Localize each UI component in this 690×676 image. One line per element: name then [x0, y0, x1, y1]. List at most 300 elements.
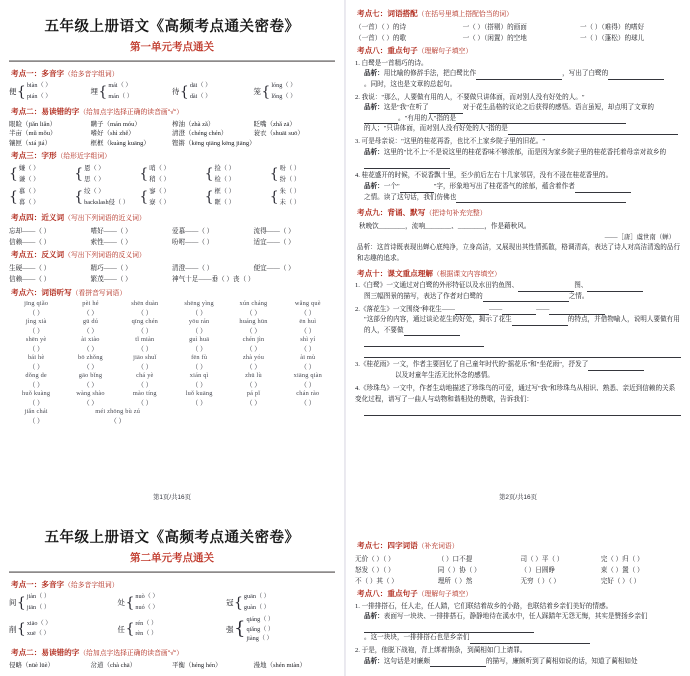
- analysis-text: ，写出了白鹭的: [562, 70, 609, 78]
- brace-icon: {: [16, 621, 26, 638]
- pinyin-choice-item[interactable]: 瞒子（mán móu）: [90, 120, 141, 128]
- analysis-label: 品析：: [364, 104, 384, 112]
- comprehension-text: 的特点，并借物喻人，说明人要做有用的人，不要做: [364, 316, 680, 334]
- section-label: 考点十：课文重点理解: [357, 268, 433, 278]
- antonym-row: [9, 273, 335, 283]
- comprehension-item: [355, 305, 681, 358]
- brace-icon: {: [269, 166, 279, 183]
- dictation-pinyin-row: [9, 408, 335, 415]
- section-heading-synonyms: [11, 212, 335, 223]
- sentence-text: 我说："那么，人要做有用的人，不要做只讲体面，而对别人没有好处的人。": [361, 93, 585, 101]
- key-sentence-item: [355, 137, 681, 169]
- synonym-item[interactable]: 流得——（ ）: [253, 227, 295, 235]
- polyphone-char: 待: [172, 87, 180, 97]
- pinyin-choice-item[interactable]: 眼睑（jiǎn liǎn）: [9, 120, 57, 128]
- dictation-answer-row: [9, 379, 335, 389]
- glyph-cell: [9, 186, 74, 208]
- comprehension-text: 图、: [574, 282, 588, 290]
- dictation-pinyin-row: [9, 390, 335, 397]
- polyphone-cell: [172, 81, 254, 102]
- glyph-cell: [270, 186, 335, 208]
- polyphone-reading[interactable]: mán（ ）: [108, 92, 133, 100]
- poem-source: ——［唐］虞世南（蝉）: [604, 233, 675, 241]
- answer-blank[interactable]: [608, 74, 664, 80]
- pinyin-choice-item[interactable]: 铿锵（kēng qiāng kēng jiāng）: [172, 139, 256, 147]
- polyphone-reading[interactable]: lǒng（ ）: [271, 92, 297, 100]
- dictation-pinyin: qīng chén: [131, 317, 159, 325]
- dictation-pinyin: shì yí: [300, 335, 316, 343]
- section-label: 考点二：易读错的字: [11, 648, 80, 658]
- pinyin-choice-item[interactable]: 框框（kuàng kuāng）: [90, 139, 150, 147]
- glyph-entry[interactable]: backslash侵（ ）: [84, 199, 130, 207]
- dictation-answer-blank[interactable]: （ ）: [300, 309, 316, 317]
- polyphone-reading[interactable]: jiàng（ ）: [246, 635, 273, 643]
- dictation-answer-blank[interactable]: （ ）: [300, 327, 316, 335]
- antonym-item[interactable]: 精巧——（ ）: [90, 265, 132, 273]
- pinyin-choice-item[interactable]: 清澄（chéng chén）: [172, 130, 228, 138]
- dictation-answer-blank[interactable]: （ ）: [83, 381, 98, 389]
- dictation-block: [9, 318, 335, 335]
- pinyin-choice-item[interactable]: 侵略（nüè lüè）: [9, 662, 54, 670]
- dictation-pinyin: ài xiào: [81, 335, 100, 343]
- polyphone-char: 任: [117, 624, 125, 634]
- idiom-item[interactable]: 怒发（ ）（ ）: [355, 566, 395, 574]
- section-label: 考点八：重点句子: [357, 589, 418, 598]
- dictation-answer-blank[interactable]: （ ）: [137, 399, 153, 407]
- glyph-entry[interactable]: 吩（ ）: [279, 165, 301, 173]
- section-label: 考点六：词语听写: [11, 287, 72, 297]
- analysis-text: 。这一块块，一排排搭石也是乡亲们: [364, 634, 470, 642]
- idiom-item[interactable]: 无穷（ ）（ ）: [520, 577, 560, 585]
- section-hint: （根据课文内容填空）: [432, 270, 501, 278]
- brace-icon: {: [139, 166, 149, 183]
- sentence-text: 白鹭是一首精巧的诗。: [361, 59, 428, 67]
- dictation-answer-blank[interactable]: （ ）: [246, 399, 261, 407]
- dictation-answer-blank[interactable]: （ ）: [83, 309, 98, 317]
- antonym-item[interactable]: 清澄——（ ）: [172, 265, 214, 273]
- synonym-item[interactable]: 爱慕——（ ）: [172, 227, 214, 235]
- polyphone-row: [9, 592, 335, 613]
- header-divider: [9, 571, 335, 573]
- glyph-entry[interactable]: 嫌（ ）: [18, 165, 40, 173]
- key-sentence-item: [355, 602, 681, 644]
- dictation-answer-blank[interactable]: （ ）: [137, 345, 153, 353]
- answer-blank[interactable]: [476, 74, 562, 80]
- dictation-pinyin: bō zhǒng: [78, 353, 103, 361]
- dictation-answer-blank[interactable]: （ ）: [300, 381, 316, 389]
- dictation-answer-blank[interactable]: （ ）: [246, 363, 261, 371]
- dictation-answer-blank[interactable]: （ ）: [28, 399, 44, 407]
- item-number: 1.: [355, 59, 360, 67]
- dictation-pinyin: jìng xià: [25, 317, 47, 325]
- section-hint: （给多音字组词）: [64, 71, 119, 78]
- analysis-label: 品析：: [364, 148, 384, 156]
- polyphone-cell: [118, 592, 227, 613]
- antonym-item[interactable]: 神气十足——垂（ ）丧（ ）: [172, 276, 255, 284]
- answer-blank[interactable]: [400, 187, 434, 193]
- polyphone-reading[interactable]: guàn（ ）: [243, 603, 270, 611]
- section-hint: （写出下列词语的反义词）: [64, 252, 146, 260]
- section-heading-pinyin-choice: [11, 647, 335, 658]
- glyph-entry[interactable]: 捡（ ）: [214, 165, 235, 173]
- idiom-item[interactable]: 不（ ）其（ ）: [355, 577, 398, 585]
- answer-blank[interactable]: [483, 297, 569, 303]
- dictation-answer-blank[interactable]: （ ）: [300, 399, 316, 407]
- glyph-entry[interactable]: 寮（ ）: [149, 199, 170, 207]
- section-hint: （理解句子填空）: [417, 591, 473, 598]
- dictation-pinyin-row: [9, 318, 335, 325]
- analysis-text: 对于花生品格的议论之后获得的感悟。语言虽短，却点明了文章的: [462, 104, 654, 112]
- section-label: 考点五：反义词: [11, 250, 65, 260]
- answer-blank[interactable]: [508, 129, 678, 135]
- polyphone-reading[interactable]: xuē（ ）: [26, 630, 50, 638]
- dictation-answer-blank[interactable]: （ ）: [137, 363, 153, 371]
- brace-icon: {: [269, 189, 279, 206]
- collocation-item[interactable]: 一（ ）（闲置）的空地: [462, 34, 527, 42]
- section-heading-key-sentences: [357, 45, 681, 56]
- pinyin-choice-item[interactable]: 眨嘴（zhǎ zā）: [253, 120, 296, 128]
- synonym-item[interactable]: 适宜——（ ）: [253, 238, 295, 246]
- polyphone-reading[interactable]: qiǎng（ ）: [246, 625, 275, 633]
- dictation-answer-blank[interactable]: （ ）: [191, 381, 207, 389]
- polyphone-reading[interactable]: nuó（ ）: [135, 603, 159, 611]
- dictation-answer-blank[interactable]: （ ）: [191, 363, 207, 371]
- pinyin-choice-item[interactable]: 岔道（chà chā）: [90, 662, 137, 670]
- polyphone-reading[interactable]: guān（ ）: [243, 593, 270, 600]
- page-subtitle: 第二单元考点通关: [130, 552, 214, 564]
- glyph-cell: [139, 163, 204, 185]
- glyph-cell: [74, 186, 139, 208]
- polyphone-reading[interactable]: dāi（ ）: [189, 82, 212, 89]
- polyphone-reading[interactable]: rèn（ ）: [135, 630, 158, 638]
- analysis-text: 这是"我"在听了: [383, 104, 429, 112]
- answer-blank[interactable]: [588, 365, 644, 371]
- collocation-item[interactable]: 一（ ）（蓬松）的球儿: [579, 34, 645, 42]
- dictation-pinyin: zhū lù: [245, 371, 262, 379]
- polyphone-cell: [9, 615, 118, 644]
- glyph-entry[interactable]: 绞（ ）: [84, 188, 105, 196]
- polyphone-reading[interactable]: pián（ ）: [26, 92, 52, 100]
- dictation-answer-blank[interactable]: （ ）: [300, 363, 316, 371]
- dictation-answer-blank[interactable]: （ ）: [191, 399, 207, 407]
- comprehension-text: ——: [488, 305, 503, 313]
- dictation-answer-blank[interactable]: （ ）: [83, 345, 98, 353]
- page-3: [0, 508, 345, 676]
- dictation-answer-blank[interactable]: （ ）: [246, 345, 261, 353]
- dictation-pinyin: tǐ miàn: [135, 335, 155, 343]
- dictation-answer-blank[interactable]: （ ）: [191, 345, 207, 353]
- dictation-answer-blank[interactable]: （ ）: [191, 309, 207, 317]
- polyphone-char: 埋: [90, 87, 98, 97]
- dictation-block: [9, 408, 335, 425]
- antonym-item[interactable]: 信赖——（ ）: [9, 276, 51, 284]
- dictation-answer-blank[interactable]: （ ）: [137, 381, 153, 389]
- idiom-item[interactable]: 完（ ）归（ ）: [600, 555, 644, 563]
- dictation-pinyin: fēn fù: [191, 353, 208, 361]
- polyphone-reading[interactable]: rén（ ）: [135, 619, 158, 627]
- glyph-entry[interactable]: 眶（ ）: [214, 199, 235, 207]
- answer-blank[interactable]: [512, 320, 568, 326]
- polyphone-reading[interactable]: lóng（ ）: [271, 82, 297, 89]
- dictation-answer-blank[interactable]: （ ）: [246, 381, 261, 389]
- dictation-pinyin: shēn yè: [25, 335, 47, 343]
- idiom-item[interactable]: 束（ ）置（ ）: [600, 566, 644, 574]
- polyphone-char: 处: [117, 598, 125, 608]
- dictation-answer-blank[interactable]: （ ）: [110, 417, 126, 425]
- item-number: 4.: [355, 172, 360, 180]
- page-title: 五年级上册语文《高频考点通关密卷》: [44, 19, 300, 35]
- dictation-answer-blank[interactable]: （ ）: [246, 309, 261, 317]
- dictation-answer-blank[interactable]: （ ）: [191, 327, 207, 335]
- polyphone-reading[interactable]: biàn（ ）: [26, 82, 52, 89]
- glyph-entry[interactable]: 慕（ ）: [18, 188, 40, 196]
- dictation-pinyin: xiāng qiàn: [293, 371, 322, 379]
- analysis-text: 一个": [383, 183, 400, 191]
- answer-blank[interactable]: [450, 341, 484, 347]
- answer-blank[interactable]: [575, 187, 631, 193]
- comprehension-text: 《桂花雨》一文，作者主要回忆了自己童年时代的"摇花乐"和"坐花雨"，抒发了: [359, 361, 589, 369]
- dictation-answer-row: [9, 415, 335, 425]
- glyph-row: [9, 186, 335, 208]
- synonym-item[interactable]: 信赖——（ ）: [9, 238, 51, 246]
- section-label: 考点三：字形: [11, 151, 57, 161]
- section-hint: （给多音字组词）: [64, 582, 119, 589]
- idiom-item[interactable]: 理所（ ）然: [437, 577, 473, 585]
- glyph-entry[interactable]: 未（ ）: [279, 199, 301, 207]
- dictation-pinyin: chá yè: [136, 371, 154, 379]
- polyphone-reading[interactable]: dài（ ）: [189, 92, 212, 100]
- pinyin-choice-item[interactable]: 镶匣（xiá jiá）: [9, 139, 52, 147]
- synonym-item[interactable]: 吩咐——（ ）: [172, 238, 214, 246]
- polyphone-reading[interactable]: nuò（ ）: [135, 593, 159, 600]
- glyph-cell: [270, 163, 335, 185]
- glyph-entry[interactable]: 朱（ ）: [279, 188, 301, 196]
- analysis-text: 。"有用的人"指的是: [398, 114, 457, 122]
- sentence-text: 于是，他脱下战袍，背上绑着荆条，到蔺相如门上请罪。: [361, 647, 527, 655]
- glyph-entry[interactable]: 哨（ ）: [149, 165, 170, 173]
- brace-icon: {: [16, 594, 26, 611]
- dictation-pinyin: huáng hūn: [239, 317, 268, 325]
- brace-icon: {: [125, 594, 135, 611]
- dictation-pinyin-row: [9, 354, 335, 361]
- analysis-text: 这里的"比不上"不是说这里的桂花香味不够浓郁，而是因为家乡院子里的桂花香托着母亲对故乡的: [383, 148, 667, 156]
- pinyin-choice-row: [9, 138, 335, 147]
- dictation-pinyin: shēng yìng: [184, 299, 214, 307]
- comprehension-text: "这部分的内容，通过谈论花生的好处，揭示了花生: [364, 316, 512, 324]
- pinyin-choice-item[interactable]: 漫地（shén miàn）: [253, 662, 307, 670]
- answer-blank[interactable]: [456, 198, 626, 204]
- glyph-entry[interactable]: 稍（ ）: [149, 176, 170, 184]
- dictation-pinyin: xián qì: [189, 371, 209, 379]
- idiom-item[interactable]: 完好（ ）（ ）: [600, 577, 641, 585]
- polyphone-char: 冠: [226, 598, 234, 608]
- answer-blank[interactable]: [364, 341, 450, 347]
- polyphone-reading[interactable]: qiáng（ ）: [246, 616, 275, 624]
- dictation-answer-blank[interactable]: （ ）: [83, 327, 98, 335]
- dictation-answer-blank[interactable]: （ ）: [246, 327, 261, 335]
- polyphone-reading[interactable]: jiān（ ）: [26, 603, 51, 611]
- section-heading-antonyms: [11, 249, 335, 260]
- idiom-row: [355, 564, 681, 574]
- section-hint: （把诗句补充完整）: [425, 209, 487, 217]
- analysis-label: 品析：: [364, 657, 384, 665]
- comprehension-text: 《白鹭》一文通过对白鹭的外形特征以及水田钓鱼图、: [359, 282, 519, 290]
- brace-icon: {: [261, 83, 271, 100]
- analysis-text: 。同时，这也是文章的总起句。: [364, 80, 457, 88]
- answer-blank[interactable]: [364, 406, 681, 416]
- glyph-row: [9, 163, 335, 185]
- dictation-answer-row: [9, 397, 335, 407]
- pinyin-choice-row: [9, 119, 335, 128]
- item-number: 3.: [355, 361, 360, 369]
- answer-blank[interactable]: [587, 286, 643, 292]
- collocation-item[interactable]: 一（ ）（难得）的嗜好: [579, 23, 645, 31]
- idiom-item[interactable]: 同（ ）协（ ）: [437, 566, 481, 574]
- dictation-pinyin: wàng shào: [76, 389, 105, 397]
- dictation-answer-blank[interactable]: （ ）: [83, 399, 98, 407]
- comprehension-text: 图三幅图景的描写，表达了作者对白鹭的: [364, 292, 483, 300]
- glyph-cell: [205, 163, 270, 185]
- polyphone-cell: [226, 615, 335, 644]
- pinyin-choice-item[interactable]: 蓑衣（shuāi suō）: [253, 130, 304, 138]
- glyph-entry[interactable]: 框（ ）: [214, 188, 235, 196]
- polyphone-reading[interactable]: mái（ ）: [108, 82, 132, 89]
- glyph-entry[interactable]: 恩（ ）: [84, 165, 105, 173]
- brace-icon: {: [204, 189, 214, 206]
- section-heading-key-sentences: [357, 588, 681, 599]
- synonym-item[interactable]: 忘却——（ ）: [9, 227, 51, 235]
- section-hint: （给加点字选择正确的读音画"√"）: [79, 108, 184, 116]
- answer-blank[interactable]: [429, 108, 463, 114]
- dictation-pinyin: mào tíng: [132, 389, 157, 397]
- dictation-block: [9, 336, 335, 353]
- idiom-row: [355, 553, 681, 563]
- dictation-pinyin: ēn huì: [299, 317, 317, 325]
- idiom-item[interactable]: （ ）日圆睁: [520, 566, 556, 574]
- antonym-item[interactable]: 繁茂——（ ）: [90, 276, 132, 284]
- sentence-text: 桂花盛开的时候，不说香飘十里，至少前后左右十几家邻居，没有不浸在桂花香里的。: [361, 172, 613, 180]
- antonym-item[interactable]: 生硬——（ ）: [9, 265, 51, 273]
- glyph-entry[interactable]: 思（ ）: [84, 176, 105, 184]
- dictation-pinyin: guì huā: [189, 335, 210, 343]
- dictation-pinyin: chén jìn: [242, 335, 265, 343]
- dictation-answer-blank[interactable]: （ ）: [83, 363, 98, 371]
- dictation-pinyin: yōu rán: [188, 317, 210, 325]
- analysis-text: 表面写一块块、一排排搭石，静静地待在溪水中，任人踩踏年无怨无悔，其实是赞扬乡亲们: [383, 613, 648, 621]
- antonym-row: [9, 262, 335, 272]
- idiom-item[interactable]: 司（ ）平（ ）: [520, 555, 564, 563]
- section-label: 考点一：多音字: [11, 69, 65, 78]
- dictation-answer-blank[interactable]: （ ）: [28, 309, 44, 317]
- answer-blank[interactable]: [518, 286, 574, 292]
- antonym-item[interactable]: 便宜——（ ）: [253, 265, 295, 273]
- analysis-text: 之情。读了这句话，我们仿佛也: [364, 193, 457, 201]
- section-label: 考点七：四字词语: [357, 540, 418, 550]
- comprehension-text: 之情。: [568, 292, 589, 300]
- answer-blank[interactable]: [470, 638, 590, 644]
- pinyin-choice-item[interactable]: 平衡（héng hén）: [172, 662, 222, 670]
- dictation-pinyin: wǎng què: [294, 299, 321, 307]
- polyphone-reading[interactable]: jiàn（ ）: [26, 593, 51, 600]
- dictation-answer-blank[interactable]: （ ）: [28, 381, 44, 389]
- dictation-pinyin: luǒ kuāng: [185, 389, 213, 397]
- collocation-row: [355, 21, 681, 31]
- dictation-answer-row: [9, 361, 335, 371]
- dictation-pinyin: jiǎn chái: [24, 407, 48, 415]
- section-hint: （看拼音写词语）: [71, 289, 127, 297]
- synonym-item[interactable]: 嗜好——（ ）: [90, 227, 132, 235]
- glyph-entry[interactable]: 检（ ）: [214, 176, 235, 184]
- dictation-pinyin: ài mù: [300, 353, 316, 361]
- dictation-answer-blank[interactable]: （ ）: [28, 345, 44, 353]
- glyph-entry[interactable]: 寥（ ）: [149, 188, 170, 196]
- dictation-pinyin: gū dú: [82, 317, 99, 325]
- poem-line[interactable]: 秋晚饮________，流响________、________，作是藉秋风。: [359, 222, 531, 230]
- synonym-row: [9, 236, 335, 246]
- comprehension-item: [355, 360, 681, 381]
- dictation-answer-blank[interactable]: （ ）: [137, 327, 153, 335]
- idiom-item[interactable]: （ ）口不提: [437, 555, 473, 563]
- page-4: [345, 508, 690, 676]
- comprehension-text: 以及对童年生活无比怀念的感情。: [395, 372, 494, 380]
- section-hint: （理解句子填空）: [417, 48, 473, 55]
- dictation-answer-blank[interactable]: （ ）: [28, 363, 44, 371]
- answer-blank[interactable]: [430, 662, 486, 668]
- polyphone-row: [9, 615, 335, 644]
- section-heading-idioms: [357, 540, 681, 551]
- dictation-block: [9, 372, 335, 389]
- analysis-text: "字，形象地写出了桂花香气的浓郁，蕴含着作者: [433, 183, 575, 191]
- section-heading-collocation: [357, 8, 681, 19]
- dictation-answer-blank[interactable]: （ ）: [300, 345, 316, 353]
- analysis-label: 品析：: [364, 70, 384, 78]
- analysis-label: 品析：: [364, 613, 384, 621]
- dictation-answer-blank[interactable]: （ ）: [137, 309, 153, 317]
- section-hint: （补充词语）: [417, 542, 459, 550]
- comprehension-text: 《落花生》一文围绕"种花生——: [359, 305, 455, 313]
- dictation-pinyin: huǒ kuàng: [22, 389, 51, 397]
- answer-blank[interactable]: [364, 163, 450, 169]
- glyph-entry[interactable]: 谦（ ）: [18, 176, 40, 184]
- key-sentence-item: [355, 93, 681, 135]
- section-hint: （写出下列词语的近义词）: [64, 214, 146, 222]
- pinyin-choice-item[interactable]: 榨油（zhà zǎ）: [172, 120, 215, 128]
- item-number: 4.: [355, 385, 360, 393]
- dictation-answer-row: [9, 325, 335, 335]
- pinyin-choice-item[interactable]: 半亩（mǔ mǒu）: [9, 130, 57, 138]
- collocation-item[interactable]: 一（ ）（搭剔）的画面: [462, 23, 527, 31]
- collocation-item[interactable]: （一首）（ ）的诗: [355, 23, 407, 31]
- section-heading-pinyin-choice: [11, 106, 335, 117]
- glyph-entry[interactable]: 暮（ ）: [18, 199, 40, 207]
- dictation-answer-blank[interactable]: （ ）: [28, 327, 44, 335]
- brace-icon: {: [234, 594, 243, 611]
- section-heading-dictation: [11, 287, 335, 298]
- answer-blank[interactable]: [364, 348, 681, 358]
- section-label: 考点九：背诵、默写: [357, 207, 426, 217]
- pinyin-choice-item[interactable]: 嗜好（shì zhě）: [90, 130, 135, 138]
- collocation-item[interactable]: （一首）（ ）的歌: [355, 34, 407, 42]
- polyphone-reading[interactable]: xiāo（ ）: [26, 619, 52, 627]
- dictation-pinyin: pá pǐ: [246, 389, 261, 397]
- page-footer: 第2页/共16页: [498, 494, 537, 501]
- section-heading-polyphone: [11, 68, 335, 79]
- glyph-entry[interactable]: 纷（ ）: [279, 176, 301, 184]
- idiom-item[interactable]: 无价（ ）（ ）: [355, 555, 395, 563]
- synonym-item[interactable]: 索性——（ ）: [90, 238, 132, 246]
- dictation-answer-blank[interactable]: （ ）: [28, 417, 44, 425]
- polyphone-cell: [118, 615, 227, 644]
